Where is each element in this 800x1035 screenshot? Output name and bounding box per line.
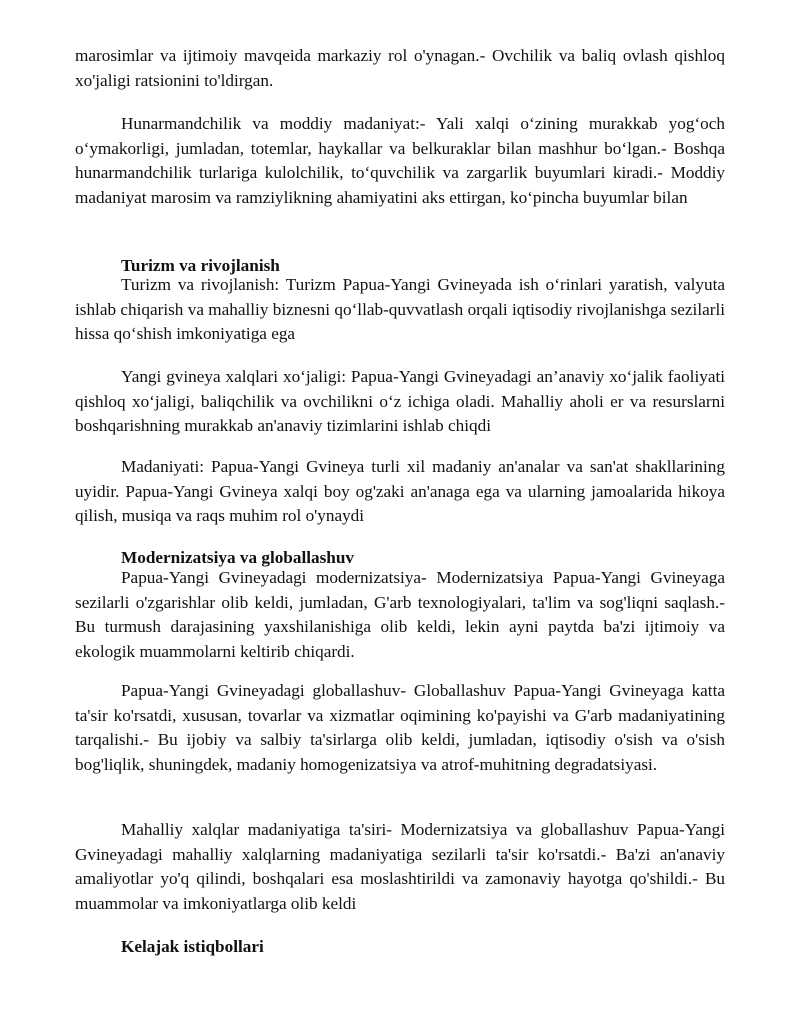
heading-kelajak: Kelajak istiqbollari <box>121 937 264 956</box>
paragraph-continued: marosimlar va ijtimoiy mavqeida markaziy rol o'ynagan.- Ovchilik va baliq ovlash qishloq xo'jaligi ratsionini to'ldirgan. <box>75 46 725 90</box>
paragraph-xojaligi: Yangi gvineya xalqlari xo‘jaligi: Papua-Yangi Gvineyadagi an’anaviy xo‘jalik faoliyati qishloq xo‘jaligi, baliqchilik va ovchilikni o‘z ichiga oladi. Mahalliy aholi er va resurslarni boshqarishning murakkab an'anaviy tizimlarini ishlab chiqdi <box>75 367 725 435</box>
heading-modernizatsiya: Modernizatsiya va globallashuv <box>121 548 355 567</box>
paragraph-globallashuv: Papua-Yangi Gvineyadagi globallashuv- Globallashuv Papua-Yangi Gvineyaga katta ta'sir ko'rsatdi, xususan, tovarlar va xizmatlar oqimining ko'payishi va G'arb madaniyatining tarqalishi.- Bu ijobiy va salbiy ta'sirlarga olib keldi, jumladan, iqtisodiy o'sish va o'sish bog'liqlik, shuningdek, madaniy homogenizatsiya va atrof-muhitning degradatsiyasi. <box>75 681 725 774</box>
paragraph-hunarmandchilik: Hunarmandchilik va moddiy madaniyat:- Yali xalqi o‘zining murakkab yog‘och o‘ymakorligi, jumladan, totemlar, haykallar va belkuraklar bilan mashhur bo‘lgan.- Boshqa hunarmandchilik turlariga kulolchilik, to‘quvchilik va zargarlik buyumlari kiradi.- Moddiy madaniyat marosim va ramziylikning ahamiyatini aks ettirgan, ko‘pincha buyumlar bilan <box>75 114 725 207</box>
heading-turizm: Turizm va rivojlanish <box>121 256 280 275</box>
paragraph-madaniyati: Madaniyati: Papua-Yangi Gvineya turli xil madaniy an'analar va san'at shakllarining uyidir. Papua-Yangi Gvineya xalqi boy og'zaki an'anaga ega va ularning jamoalarida hikoya qilish, musiqa va raqs muhim rol o'ynaydi <box>75 457 725 525</box>
paragraph-turizm: Turizm va rivojlanish: Turizm Papua-Yangi Gvineyada ish o‘rinlari yaratish, valyuta ishlab chiqarish va mahalliy biznesni qo‘llab-quvvatlash orqali iqtisodiy rivojlanishga sezilarli hissa qo‘shish imkoniyatiga ega <box>75 275 725 343</box>
paragraph-mahalliy-xalqlar: Mahalliy xalqlar madaniyatiga ta'siri- Modernizatsiya va globallashuv Papua-Yangi Gvineyadagi mahalliy xalqlarning madaniyatiga sezilarli ta'sir ko'rsatdi.- Ba'zi an'anaviy amaliyotlar yo'q qilindi, boshqalari esa moslashtirildi va zamonaviy hayotga qo'shildi.- Bu muammolar va imkoniyatlarga olib keldi <box>75 820 725 913</box>
paragraph-modernizatsiya: Papua-Yangi Gvineyadagi modernizatsiya- Modernizatsiya Papua-Yangi Gvineyaga sezilarli o'zgarishlar olib keldi, jumladan, G'arb texnologiyalari, ta'lim va sog'liqni saqlash.- Bu turmush darajasining yaxshilanishiga olib keldi, lekin ayni paytda ba'zi ijtimoiy va ekologik muammolarni keltirib chiqardi. <box>75 568 725 661</box>
